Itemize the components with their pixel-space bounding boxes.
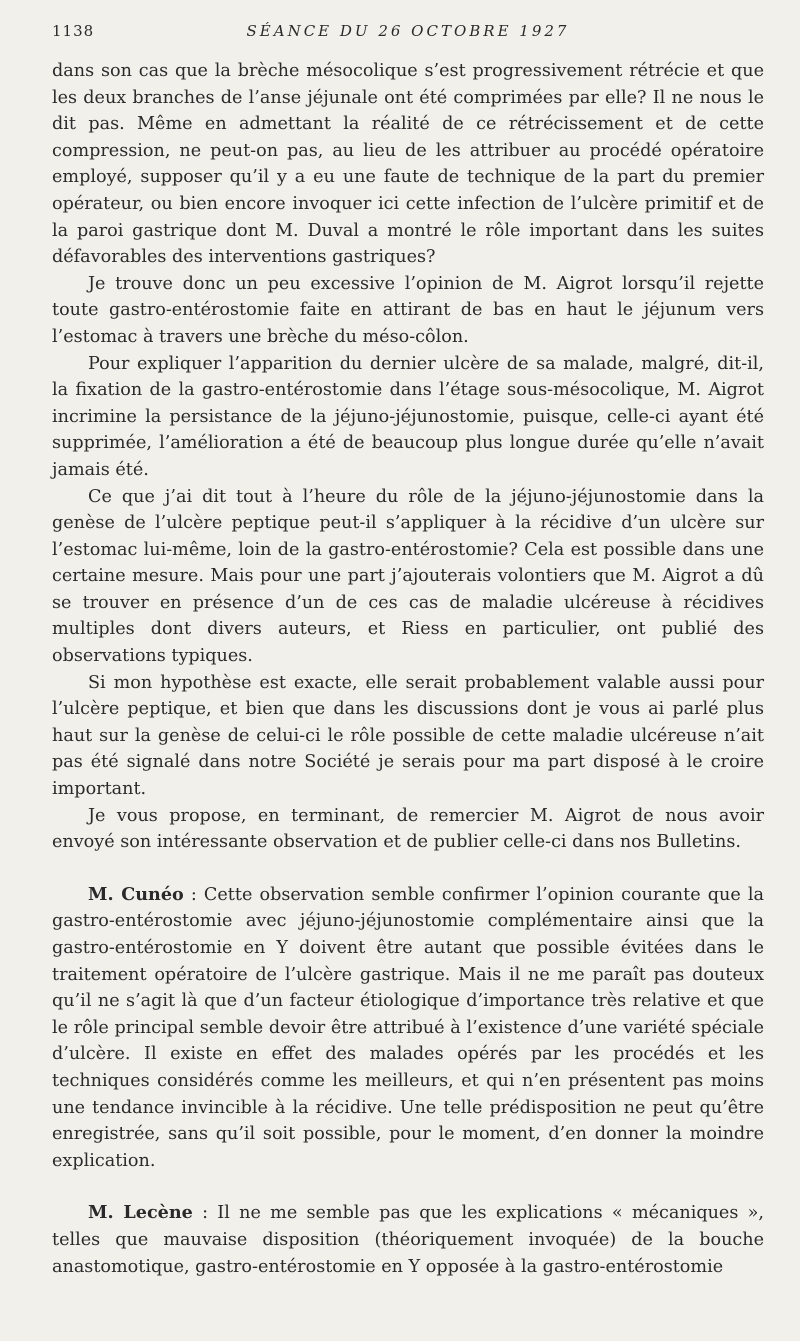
paragraph: dans son cas que la brèche mésocolique s’est progressivement rétrécie et que les deux branches de l’anse jéjunale ont été comprimées par elle? Il ne nous le dit pas. Même en admettant la réalité de ce rétrécissement et de cette compression, ne peut-on pas, au lieu de les attribuer au procédé opératoire employé, supposer qu’il y a eu une faute de technique de la part du premier opérateur, ou bien encore invoquer ici cette infection de l’ulcère primitif et de la paroi gastrique dont M. Duval a montré le rôle important dans les suites défavorables des interventions gastriques? <box>52 61 764 268</box>
paragraph: Ce que j’ai dit tout à l’heure du rôle de la jéjuno-jéjunostomie dans la genèse de l’ulcère peptique peut-il s’appliquer à la récidive d’un ulcère sur l’estomac lui-même, loin de la gastro-entérostomie? Cela est possible dans une certaine mesure. Mais pour une part j’ajouterais volontiers que M. Aigrot a dû se trouver en présence d’un de ces cas de maladie ulcéreuse à récidives multiples dont divers auteurs, et Riess en particulier, ont publié des observations typiques. <box>52 486 764 667</box>
paragraph: Pour expliquer l’apparition du dernier ulcère de sa malade, malgré, dit-il, la fixation de la gastro-entérostomie dans l’étage sous-mésocolique, M. Aigrot incrimine la persistance de la jéjuno-jéjunostomie, puisque, celle-ci ayant été supprimée, l’amélioration a été de beaucoup plus longue durée qu’elle n’avait jamais été. <box>52 353 764 480</box>
paragraph: Je trouve donc un peu excessive l’opinion de M. Aigrot lorsqu’il rejette toute gastro-entérostomie faite en attirant de bas en haut le jéjunum vers l’estomac à travers une brèche du méso-côlon. <box>52 273 764 347</box>
paragraph: Si mon hypothèse est exacte, elle serait probablement valable aussi pour l’ulcère peptique, et bien que dans les discussions dont je vous ai parlé plus haut sur la genèse de celui-ci le rôle possible de cette maladie ulcéreuse n’ait pas été signalé dans notre Société je serais pour ma part disposé à le croire important. <box>52 672 764 800</box>
speaker-name: M. Cunéo <box>88 883 184 905</box>
intervention-text: : Cette observation semble confirmer l’opinion courante que la gastro-entérostomie avec jéjuno-jéjunostomie complémentaire ainsi que la gastro-entérostomie en Y doivent être autant que possible évitées dans le traitement opératoire de l’ulcère gastrique. Mais il ne me paraît pas douteux qu’il ne s’agit là que d’un facteur étiologique d’importance très relative et que le rôle principal semble devoir être attribué à l’existence d’une variété spéciale d’ulcère. Il existe en effet des malades opérés par les procédés et les techniques considérés comme les meilleurs, et qui n’en présentent pas moins une tendance invincible à la récidive. Une telle prédisposition ne peut qu’être enregistrée, sans qu’il soit possible, pour le moment, d’en donner la moindre explication. <box>52 884 764 1171</box>
intervention-lecene <box>52 1200 764 1280</box>
intervention-text: : Il ne me semble pas que les explications « mécaniques », telles que mauvaise disposition (théoriquement invoquée) de la bouche anastomotique, gastro-entérostomie en Y opposée à la gastro-entérostomie <box>52 1203 764 1277</box>
body-text <box>52 58 764 1280</box>
intervention-cuneo <box>52 882 764 1175</box>
page-number: 1138 <box>52 22 95 40</box>
speaker-name: M. Lecène <box>88 1202 193 1224</box>
page-header <box>52 22 764 44</box>
running-title: SÉANCE DU 26 OCTOBRE 1927 <box>246 22 570 40</box>
paragraph: Je vous propose, en terminant, de remercier M. Aigrot de nous avoir envoyé son intéressante observation et de publier celle-ci dans nos Bulletins. <box>52 805 764 853</box>
